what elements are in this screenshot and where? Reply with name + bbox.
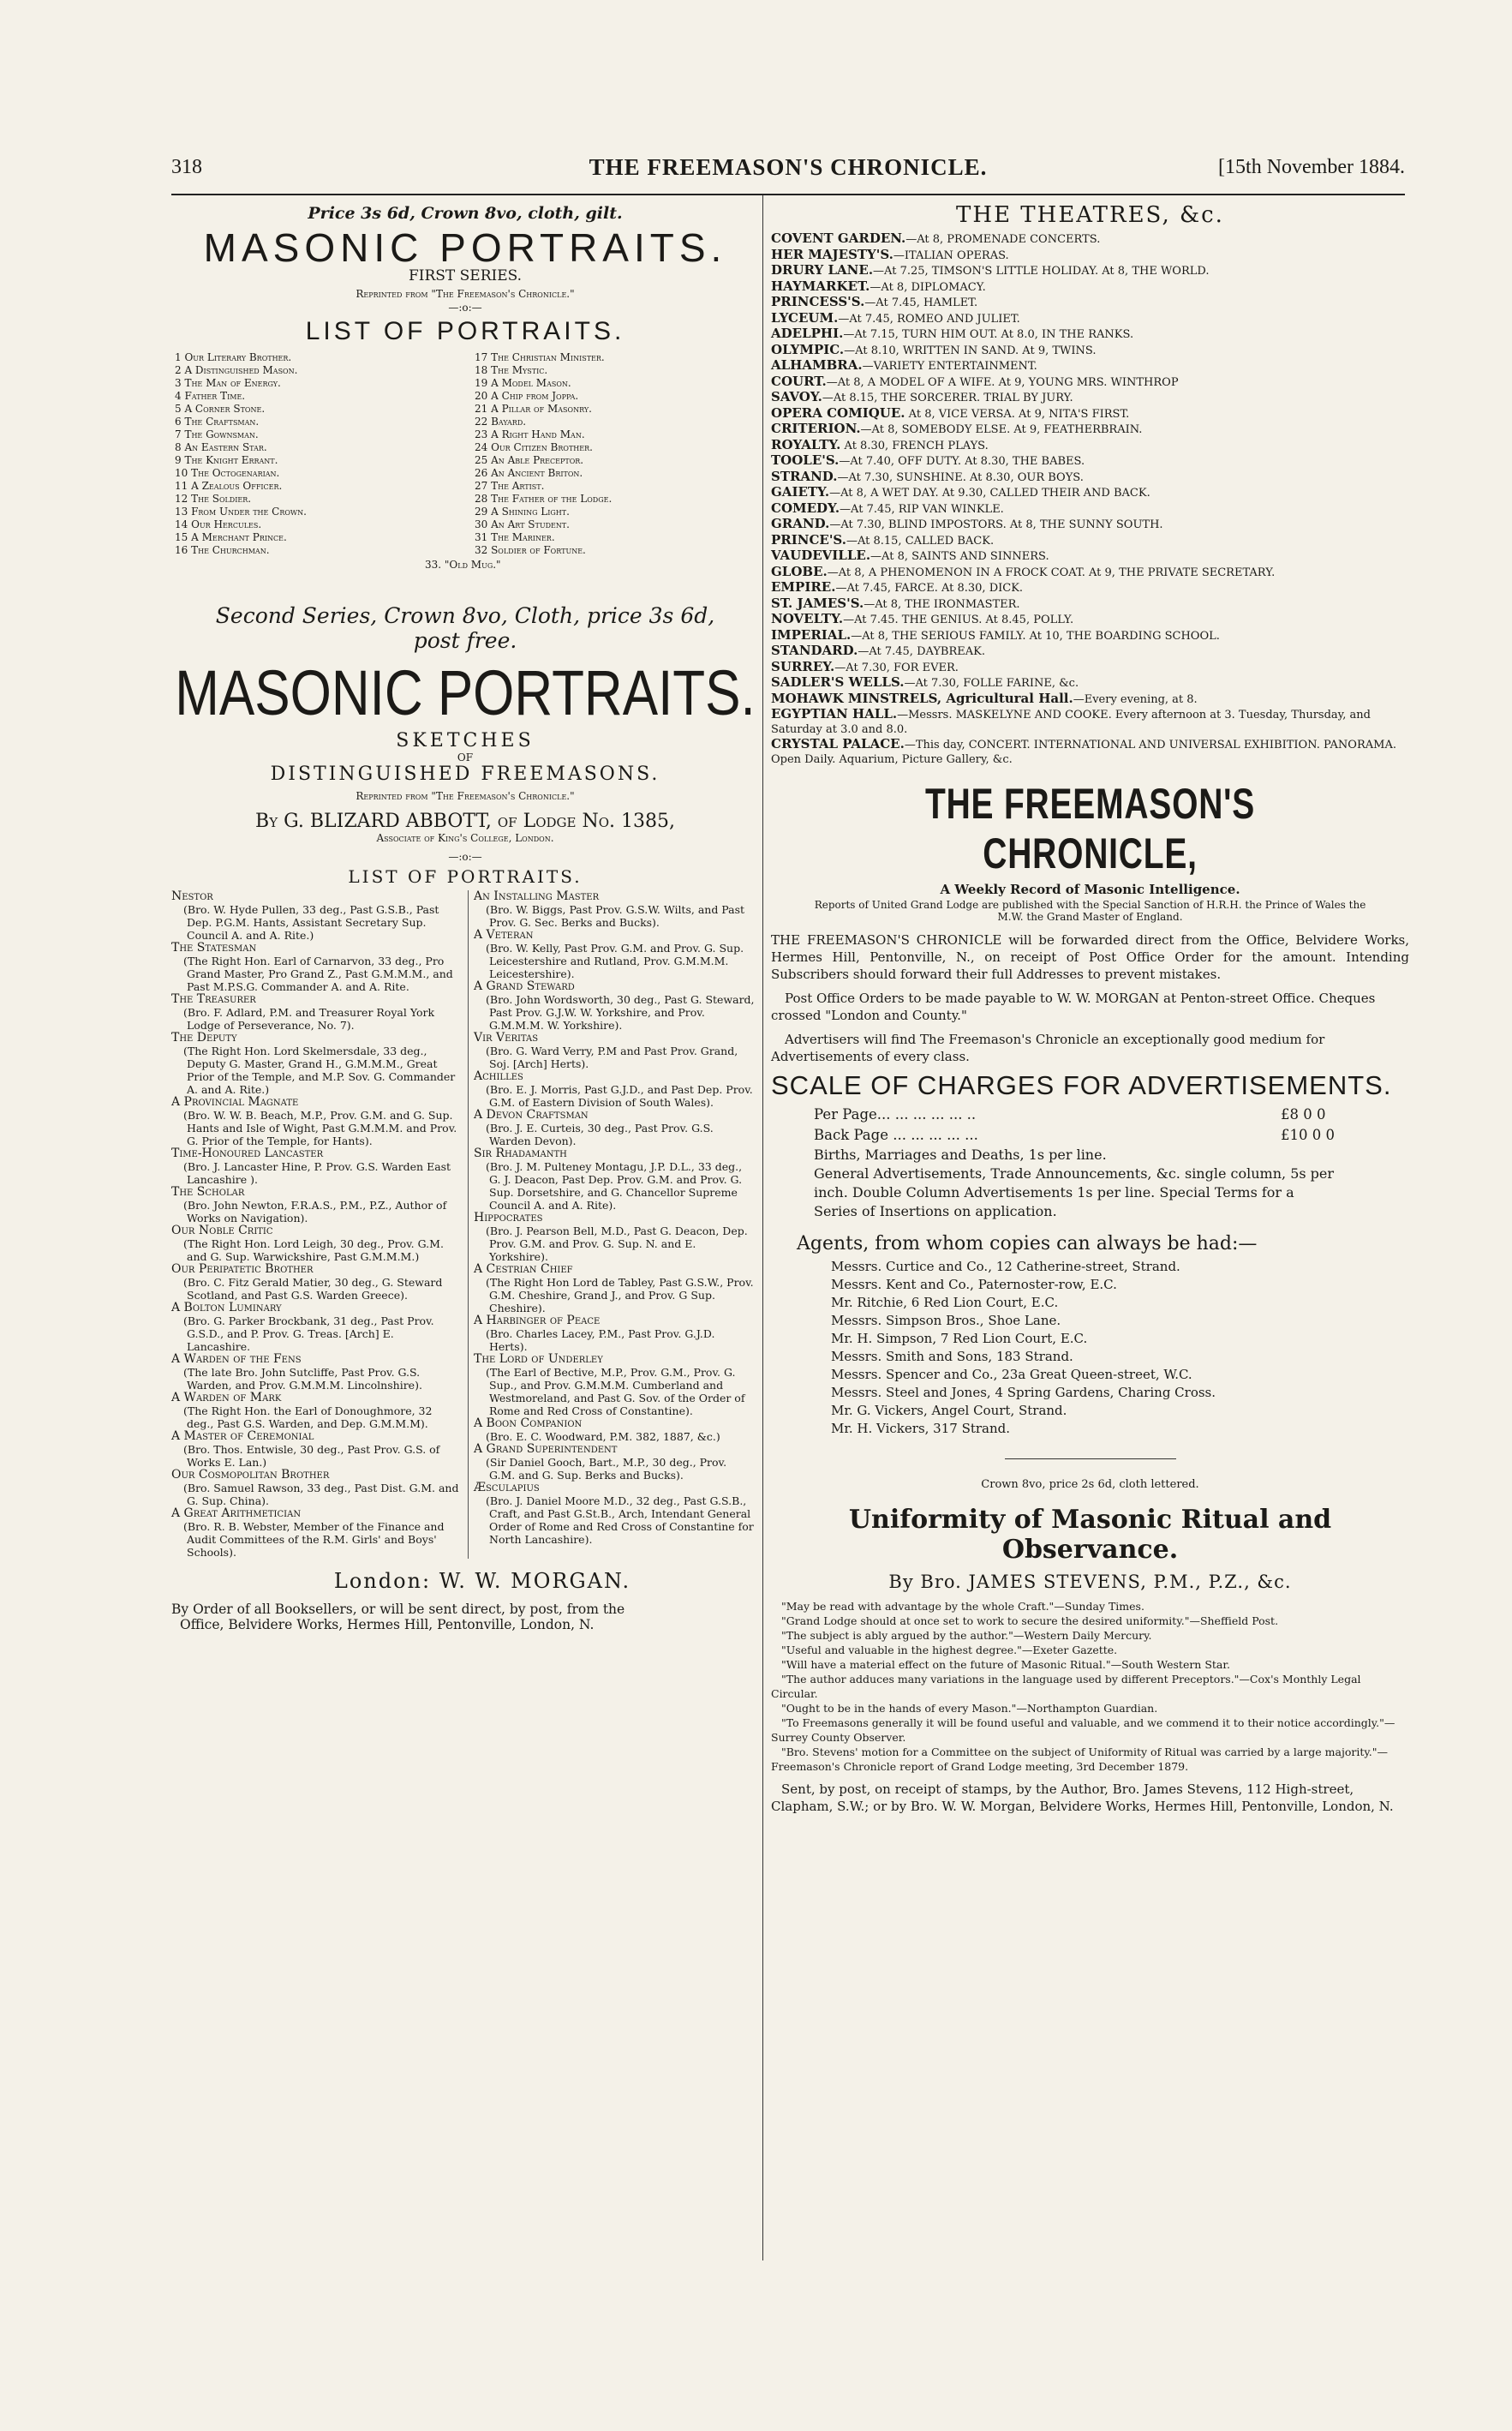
portrait-entry-title: A Great Arithmetician bbox=[171, 1506, 302, 1520]
per-page-row bbox=[771, 1105, 1409, 1125]
theatre-entry bbox=[771, 501, 1409, 518]
review-quote: "The subject is ably argued by the author."—Western Daily Mercury. bbox=[781, 1629, 1152, 1642]
page-number: 318 bbox=[171, 156, 202, 178]
forwarding-paragraph: THE FREEMASON'S CHRONICLE will be forwarded direct from the Office, Belvidere Works, Hermes Hill, Pentonville, N., on receipt of Post Office Order for the amount. Intending Subscribers should forward their full Addresses to prevent mistakes. bbox=[771, 932, 1409, 982]
list-item: 24 Our Citizen Brother. bbox=[475, 441, 593, 453]
portrait-entry bbox=[474, 1032, 756, 1070]
header-rule bbox=[171, 194, 1405, 195]
theatre-program: —At 8.15, CALLED BACK. bbox=[846, 534, 995, 548]
list-item: 30 An Art Student. bbox=[475, 518, 570, 530]
theatre-entry bbox=[771, 470, 1409, 486]
portrait-entry-title: Our Cosmopolitan Brother bbox=[171, 1468, 330, 1482]
portrait-entry bbox=[171, 1224, 459, 1263]
sent-by-post-line: Sent, by post, on receipt of stamps, by the Author, Bro. James Stevens, 112 High-street, Clapham, S.W.; or by Bro. W. W. Morgan, Belvidere Works, Hermes Hill, Pentonville, London, N. bbox=[771, 1781, 1394, 1814]
portrait-entry bbox=[474, 1417, 756, 1443]
portrait-entry-title: Vir Veritas bbox=[474, 1031, 539, 1045]
portrait-entry bbox=[474, 929, 756, 980]
theatre-name: MOHAWK MINSTRELS, Agricultural Hall. bbox=[771, 690, 1073, 706]
theatre-name: EGYPTIAN HALL. bbox=[771, 706, 898, 722]
second-list-title: LIST OF PORTRAITS. bbox=[348, 866, 583, 887]
portrait-entry-desc: (Bro. C. Fitz Gerald Matier, 30 deg., G. Steward Scotland, and Past G.S. Warden Greece). bbox=[183, 1276, 443, 1302]
portrait-entry-title: The Treasurer bbox=[171, 992, 256, 1006]
theatre-program: —At 8, DIPLOMACY. bbox=[870, 280, 986, 294]
theatre-program: —At 8.10, WRITTEN IN SAND. At 9, TWINS. bbox=[844, 344, 1097, 357]
theatre-program: —At 7.30, FOR EVER. bbox=[834, 661, 959, 674]
theatre-entry bbox=[771, 453, 1409, 470]
portrait-entry bbox=[474, 890, 756, 929]
theatre-entry bbox=[771, 279, 1409, 296]
list-item: 25 An Able Preceptor. bbox=[475, 454, 584, 466]
portrait-list-left bbox=[175, 351, 459, 557]
portrait-entry-desc: (Bro. E. J. Morris, Past G.J.D., and Past Dep. Prov. G.M. of Eastern Division of South Wales). bbox=[486, 1083, 753, 1109]
agents-list bbox=[771, 1258, 1409, 1438]
list-item: 5 A Corner Stone. bbox=[175, 403, 266, 415]
advertisers-paragraph: Advertisers will find The Freemason's Chronicle an exceptionally good medium for Advertisements of every class. bbox=[771, 1032, 1325, 1064]
order-line-2: Office, Belvidere Works, Hermes Hill, Pentonville, London, N. bbox=[180, 1617, 595, 1632]
portrait-entry-title: Nestor bbox=[171, 889, 213, 903]
entries-right bbox=[468, 890, 759, 1559]
portrait-entry bbox=[474, 980, 756, 1032]
separator-2: —:o:— bbox=[448, 851, 482, 863]
first-series-label: FIRST SERIES. bbox=[408, 267, 523, 284]
agent-item: Messrs. Curtice and Co., 12 Catherine-street, Strand. bbox=[831, 1259, 1180, 1274]
theatre-entry bbox=[771, 374, 1409, 391]
theatre-program: —At 7.30, FOLLE FARINE, &c. bbox=[904, 677, 1079, 690]
portrait-entry-title: The Deputy bbox=[171, 1031, 237, 1045]
review-quotes bbox=[771, 1599, 1409, 1774]
theatre-name: COURT. bbox=[771, 373, 827, 389]
by-stevens-line: By Bro. JAMES STEVENS, P.M., P.Z., &c. bbox=[888, 1572, 1292, 1592]
theatre-name: TOOLE'S. bbox=[771, 452, 840, 468]
theatre-entry bbox=[771, 263, 1409, 279]
right-column bbox=[771, 199, 1409, 1815]
portrait-entry-desc: (Bro. W. Hyde Pullen, 33 deg., Past G.S.B., Past Dep. P.G.M. Hants, Assistant Secretary Sup. Council A. and A. Rite.) bbox=[183, 903, 439, 942]
back-page-label: Back Page ... ... ... ... ... bbox=[814, 1127, 978, 1143]
theatre-program: —At 7.25, TIMSON'S LITTLE HOLIDAY. At 8, THE WORLD. bbox=[873, 265, 1210, 278]
back-page-amount: £10 0 0 bbox=[1281, 1127, 1335, 1143]
theatre-program: —At 7.30, SUNSHINE. At 8.30, OUR BOYS. bbox=[837, 470, 1084, 484]
portrait-entry-title: Sir Rhadamanth bbox=[474, 1147, 567, 1160]
theatre-entry bbox=[771, 533, 1409, 549]
theatre-entry bbox=[771, 517, 1409, 533]
portrait-entry-title: A Devon Craftsman bbox=[474, 1108, 589, 1122]
column-divider bbox=[762, 195, 763, 2260]
portrait-entry-title: A Cestrian Chief bbox=[474, 1262, 573, 1276]
theatre-program: —At 7.15, TURN HIM OUT. At 8.0, IN THE RANKS. bbox=[843, 328, 1134, 341]
theatre-entry bbox=[771, 248, 1409, 264]
portrait-entry-title: The Lord of Underley bbox=[474, 1352, 603, 1366]
review-quote: "Ought to be in the hands of every Mason."—Northampton Guardian. bbox=[781, 1702, 1158, 1715]
theatre-entry bbox=[771, 438, 1409, 454]
portrait-entry-desc: (Bro. W. Kelly, Past Prov. G.M. and Prov. G. Sup. Leicestershire and Rutland, Prov. G.M.M.M. Leicestershire). bbox=[486, 942, 744, 980]
first-reprint-note: Reprinted from "The Freemason's Chronicle." bbox=[356, 288, 575, 300]
list-item: 9 The Knight Errant. bbox=[175, 454, 278, 466]
list-item: 16 The Churchman. bbox=[175, 544, 270, 556]
theatre-entry bbox=[771, 485, 1409, 501]
author-line: By G. BLIZARD ABBOTT, of Lodge No. 1385, bbox=[255, 811, 675, 832]
per-page-amount: £8 0 0 bbox=[1281, 1106, 1326, 1123]
portrait-entry-desc: (Bro. W. W. B. Beach, M.P., Prov. G.M. and G. Sup. Hants and Isle of Wight, Past G.M.M.M. and Prov. G. Prior of the Temple, for Hants). bbox=[183, 1109, 457, 1147]
review-quote: "Grand Lodge should at once set to work to secure the desired uniformity."—Sheffield Post. bbox=[781, 1614, 1279, 1627]
agent-item: Mr. G. Vickers, Angel Court, Strand. bbox=[831, 1403, 1067, 1418]
theatre-name: LYCEUM. bbox=[771, 309, 839, 326]
portrait-entry bbox=[474, 1353, 756, 1417]
theatre-entry bbox=[771, 390, 1409, 406]
theatre-name: ALHAMBRA. bbox=[771, 357, 863, 373]
theatre-entry bbox=[771, 311, 1409, 327]
theatre-name: ST. JAMES'S. bbox=[771, 595, 864, 611]
back-page-row bbox=[771, 1125, 1409, 1146]
portrait-entry-desc: (Bro. R. B. Webster, Member of the Finance and Audit Committees of the R.M. Girls' and Boys' Schools). bbox=[183, 1520, 445, 1559]
theatre-entry bbox=[771, 565, 1409, 581]
portrait-entry-desc: (Bro. J. Lancaster Hine, P. Prov. G.S. Warden East Lancashire ). bbox=[183, 1160, 451, 1186]
portrait-entry-desc: (Bro. E. C. Woodward, P.M. 382, 1887, &c.) bbox=[486, 1430, 720, 1443]
review-quote: "Will have a material effect on the future of Masonic Ritual."—South Western Star. bbox=[781, 1658, 1230, 1671]
london-publisher: London: W. W. MORGAN. bbox=[333, 1569, 631, 1593]
portrait-entry bbox=[474, 1109, 756, 1147]
portrait-entry bbox=[171, 1302, 459, 1353]
of-line: OF bbox=[457, 751, 474, 763]
theatre-name: COVENT GARDEN. bbox=[771, 231, 906, 246]
theatre-entry bbox=[771, 675, 1409, 692]
review-quote: "May be read with advantage by the whole Craft."—Sunday Times. bbox=[781, 1600, 1144, 1613]
portrait-entry-desc: (Bro. Thos. Entwisle, 30 deg., Past Prov. G.S. of Works E. Lan.) bbox=[183, 1443, 440, 1469]
theatre-name: HAYMARKET. bbox=[771, 278, 870, 294]
theatre-name: CRITERION. bbox=[771, 421, 861, 436]
agent-item: Messrs. Simpson Bros., Shoe Lane. bbox=[831, 1313, 1061, 1328]
portrait-entry-desc: (Bro. Samuel Rawson, 33 deg., Past Dist. G.M. and G. Sup. China). bbox=[183, 1482, 459, 1507]
portrait-entry-desc: (Bro. J. M. Pulteney Montagu, J.P. D.L., 33 deg., G. J. Deacon, Past Dep. Prov. G.M. and Prov. G. Sup. Dorsetshire, and G. Chancellor Supreme Council A. and A. Rite). bbox=[486, 1160, 743, 1212]
portrait-entry-desc: (Bro. J. E. Curteis, 30 deg., Past Prov. G.S. Warden Devon). bbox=[486, 1122, 714, 1147]
agent-item: Messrs. Smith and Sons, 183 Strand. bbox=[831, 1349, 1073, 1364]
portrait-entry-title: Our Noble Critic bbox=[171, 1224, 273, 1237]
list-item: 14 Our Hercules. bbox=[175, 518, 262, 530]
portrait-entry bbox=[171, 1147, 459, 1186]
list-item: 21 A Pillar of Masonry. bbox=[475, 403, 592, 415]
theatre-program: —At 8, THE IRONMASTER. bbox=[864, 597, 1020, 611]
entries-left bbox=[171, 890, 463, 1559]
theatre-name: SADLER'S WELLS. bbox=[771, 674, 905, 690]
agent-item: Mr. Ritchie, 6 Red Lion Court, E.C. bbox=[831, 1295, 1059, 1310]
list-item: 11 A Zealous Officer. bbox=[175, 480, 283, 492]
portrait-entry-desc: (Bro. Charles Lacey, P.M., Past Prov. G.J.D. Herts). bbox=[486, 1327, 715, 1353]
portrait-entry bbox=[171, 1186, 459, 1224]
section-rule bbox=[1005, 1458, 1176, 1459]
general-ads-line: General Advertisements, Trade Announcements, &c. single column, 5s per inch. Double Column Advertisements 1s per line. Special Terms for a Series of Insertions on application. bbox=[814, 1165, 1335, 1219]
theatre-name: IMPERIAL. bbox=[771, 626, 852, 643]
list-item: 28 The Father of the Lodge. bbox=[475, 493, 613, 505]
theatre-entry bbox=[771, 660, 1409, 676]
list-item: 18 The Mystic. bbox=[475, 364, 548, 376]
portrait-entry-title: A Master of Ceremonial bbox=[171, 1429, 314, 1443]
theatre-name: NOVELTY. bbox=[771, 611, 844, 626]
portrait-entry bbox=[474, 1482, 756, 1546]
portrait-entry-desc: (Bro. John Wordsworth, 30 deg., Past G. Steward, Past Prov. G.J.W. W. Yorkshire, and Prov. G.M.M.M. W. Yorkshire). bbox=[486, 993, 755, 1032]
portrait-entry-title: A Warden of Mark bbox=[171, 1391, 282, 1404]
theatre-entry bbox=[771, 358, 1409, 374]
portrait-entry-title: A Grand Superintendent bbox=[474, 1442, 618, 1456]
theatre-program: At 8.30, FRENCH PLAYS. bbox=[840, 439, 989, 452]
theatre-program: —At 8, SAINTS AND SINNERS. bbox=[870, 550, 1049, 563]
list-item: 6 The Craftsman. bbox=[175, 416, 260, 428]
last-portrait-item: 33. "Old Mug." bbox=[425, 559, 501, 571]
issue-date: [15th November 1884. bbox=[1218, 156, 1405, 178]
theatre-name: OLYMPIC. bbox=[771, 341, 845, 357]
theatres-title: THE THEATRES, &c. bbox=[956, 202, 1224, 228]
theatre-program: —Every evening, at 8. bbox=[1073, 692, 1198, 706]
list-item: 17 The Christian Minister. bbox=[475, 351, 605, 363]
theatre-name: VAUDEVILLE. bbox=[771, 548, 871, 563]
portrait-entry-title: Hippocrates bbox=[474, 1211, 543, 1224]
portrait-entry-title: Æsculapius bbox=[474, 1481, 540, 1494]
list-item: 4 Father Time. bbox=[175, 390, 246, 402]
portrait-entry-desc: (The Right Hon. Earl of Carnarvon, 33 deg., Pro Grand Master, Pro Grand Z., Past G.M.M.M., and Past M.P.S.G. Commander A. and A. Rite. bbox=[183, 955, 453, 993]
theatre-name: PRINCE'S. bbox=[771, 531, 846, 548]
theatre-program: —At 8.15, THE SORCERER. TRIAL BY JURY. bbox=[822, 392, 1073, 404]
portrait-entry bbox=[171, 1430, 459, 1469]
theatre-name: PRINCESS'S. bbox=[771, 294, 865, 309]
theatre-program: —At 7.40, OFF DUTY. At 8.30, THE BABES. bbox=[839, 455, 1085, 468]
second-series-line: Second Series, Crown 8vo, Cloth, price 3s 6d, bbox=[215, 603, 715, 628]
portrait-entry bbox=[171, 1392, 459, 1430]
theatre-name: ADELPHI. bbox=[771, 326, 844, 341]
list-item: 27 The Artist. bbox=[475, 480, 545, 492]
theatre-entry bbox=[771, 737, 1409, 767]
births-line: Births, Marriages and Deaths, 1s per line. bbox=[814, 1147, 1107, 1163]
portrait-entry-title: An Installing Master bbox=[474, 889, 600, 903]
theatre-entry bbox=[771, 692, 1409, 708]
theatre-program: —At 8, A PHENOMENON IN A FROCK COAT. At 9, THE PRIVATE SECRETARY. bbox=[827, 566, 1276, 579]
agent-item: Mr. H. Vickers, 317 Strand. bbox=[831, 1421, 1011, 1436]
review-quote: "Useful and valuable in the highest degree."—Exeter Gazette. bbox=[781, 1644, 1118, 1656]
portrait-entry-title: Time-Honoured Lancaster bbox=[171, 1147, 324, 1160]
agent-item: Messrs. Kent and Co., Paternoster-row, E.C. bbox=[831, 1277, 1117, 1292]
page-header bbox=[171, 156, 1405, 190]
portrait-entry bbox=[171, 1263, 459, 1302]
theatre-program: —At 7.45, FARCE. At 8.30, DICK. bbox=[835, 582, 1024, 595]
list-item: 19 A Model Mason. bbox=[475, 377, 571, 389]
theatre-program: —At 7.45, ROMEO AND JULIET. bbox=[838, 312, 1020, 326]
list-item: 13 From Under the Crown. bbox=[175, 506, 307, 518]
portrait-entry bbox=[474, 1314, 756, 1353]
theatre-program: —At 7.45. THE GENIUS. At 8.45, POLLY. bbox=[843, 614, 1074, 626]
theatre-name: ROYALTY. bbox=[771, 436, 841, 452]
theatre-entry bbox=[771, 596, 1409, 613]
theatre-entry bbox=[771, 580, 1409, 596]
theatre-program: —At 7.45, RIP VAN WINKLE. bbox=[840, 502, 1004, 516]
portrait-entry bbox=[474, 1070, 756, 1109]
list-item: 1 Our Literary Brother. bbox=[175, 351, 292, 363]
theatre-name: GLOBE. bbox=[771, 563, 828, 579]
theatre-name: OPERA COMIQUE. bbox=[771, 404, 905, 421]
portrait-entry-title: A Harbinger of Peace bbox=[474, 1314, 601, 1327]
portrait-entry bbox=[171, 1032, 459, 1096]
sanction-note: Reports of United Grand Lodge are published with the Special Sanction of H.R.H. the Prince of Wales the M.W. the Grand Master of England. bbox=[814, 899, 1366, 923]
first-portrait-list bbox=[171, 351, 759, 557]
portrait-entry bbox=[474, 1263, 756, 1314]
uniformity-title: Uniformity of Masonic Ritual and Observance. bbox=[848, 1505, 1332, 1565]
portrait-entry bbox=[171, 890, 459, 942]
portrait-entry bbox=[171, 1507, 459, 1559]
agent-item: Mr. H. Simpson, 7 Red Lion Court, E.C. bbox=[831, 1331, 1088, 1346]
list-item: 15 A Merchant Prince. bbox=[175, 531, 287, 543]
post-office-paragraph: Post Office Orders to be made payable to W. W. MORGAN at Penton-street Office. Cheques crossed "London and County." bbox=[771, 991, 1376, 1023]
masthead: THE FREEMASON'S CHRONICLE, bbox=[924, 780, 1256, 877]
theatre-name: GAIETY. bbox=[771, 484, 830, 500]
portrait-entry-title: The Statesman bbox=[171, 941, 257, 955]
theatre-program: —Messrs. MASKELYNE AND COOKE. Every afternoon at 3. Tuesday, Thursday, and Saturday at 3.0 and 8.0. bbox=[771, 709, 1371, 736]
theatre-entry bbox=[771, 295, 1409, 311]
portrait-entry-desc: (Bro. John Newton, F.R.A.S., P.M., P.Z., Author of Works on Navigation). bbox=[183, 1199, 447, 1224]
price-line: Price 3s 6d, Crown 8vo, cloth, gilt. bbox=[308, 204, 623, 223]
second-portrait-list bbox=[171, 890, 759, 1559]
theatre-entry bbox=[771, 644, 1409, 660]
portrait-entry bbox=[474, 1147, 756, 1212]
review-quote: "To Freemasons generally it will be found useful and valuable, and we commend it to their notice accordingly."—Surrey County Observer. bbox=[771, 1716, 1395, 1744]
review-quote: "Bro. Stevens' motion for a Committee on the subject of Uniformity of Ritual was carried by a large majority."—Freemason's Chronicle report of Grand Lodge meeting, 3rd December 1879. bbox=[771, 1745, 1388, 1773]
portrait-entry-title: A Boon Companion bbox=[474, 1416, 583, 1430]
theatre-name: GRAND. bbox=[771, 516, 830, 531]
page-title: THE FREEMASON'S CHRONICLE. bbox=[589, 154, 988, 180]
agents-title: Agents, from whom copies can always be had:— bbox=[797, 1233, 1258, 1254]
portrait-entry bbox=[474, 1443, 756, 1482]
agent-item: Messrs. Spencer and Co., 23a Great Queen-street, W.C. bbox=[831, 1367, 1192, 1382]
portrait-entry-title: Achilles bbox=[474, 1069, 523, 1083]
theatre-name: SURREY. bbox=[771, 658, 835, 674]
portrait-entry-title: The Scholar bbox=[171, 1185, 245, 1199]
portrait-entry bbox=[171, 1353, 459, 1392]
list-item: 7 The Gownsman. bbox=[175, 428, 259, 440]
theatre-name: STANDARD. bbox=[771, 643, 858, 658]
portrait-entry-desc: (Bro. F. Adlard, P.M. and Treasurer Royal York Lodge of Perseverance, No. 7). bbox=[183, 1006, 435, 1032]
portrait-entry-desc: (Bro. J. Pearson Bell, M.D., Past G. Deacon, Dep. Prov. G.M. and Prov. G. Sup. N. and E. Yorkshire). bbox=[486, 1224, 748, 1263]
weekly-record: A Weekly Record of Masonic Intelligence. bbox=[940, 882, 1240, 897]
portrait-entry bbox=[171, 942, 459, 993]
list-item: 3 The Man of Energy. bbox=[175, 377, 281, 389]
theatre-program: —At 8, A WET DAY. At 9.30, CALLED THEIR AND BACK. bbox=[829, 487, 1150, 500]
theatre-program: —At 8, SOMEBODY ELSE. At 9, FEATHERBRAIN. bbox=[860, 423, 1143, 436]
second-series-title: MASONIC PORTRAITS. bbox=[175, 658, 756, 729]
portrait-entry bbox=[171, 1469, 459, 1507]
list-item: 22 Bayard. bbox=[475, 416, 527, 428]
list-item: 31 The Mariner. bbox=[475, 531, 555, 543]
portrait-list-right bbox=[475, 351, 759, 557]
first-series-title: MASONIC PORTRAITS. bbox=[203, 225, 727, 270]
theatre-entry bbox=[771, 326, 1409, 343]
review-quote: "The author adduces many variations in the language used by different Preceptors."—Cox's Monthly Legal Circular. bbox=[771, 1673, 1361, 1700]
portrait-entry-desc: (The Right Hon. Lord Skelmersdale, 33 deg., Deputy G. Master, Grand H., G.M.M.M., Great Prior of the Temple, and M.P. Sov. G. Commander A. and A. Rite.) bbox=[183, 1045, 456, 1096]
list-item: 32 Soldier of Fortune. bbox=[475, 544, 586, 556]
theatre-entry bbox=[771, 548, 1409, 565]
separator: —:o:— bbox=[448, 302, 482, 314]
theatre-program: —At 7.45, DAYBREAK. bbox=[858, 645, 985, 658]
theatre-entry bbox=[771, 628, 1409, 644]
list-item: 12 The Soldier. bbox=[175, 493, 252, 505]
portrait-entry bbox=[171, 993, 459, 1032]
theatre-entry bbox=[771, 231, 1409, 248]
portrait-entry-desc: (The Right Hon. the Earl of Donoughmore, 32 deg., Past G.S. Warden, and Dep. G.M.M.M). bbox=[183, 1404, 433, 1430]
theatre-program: —At 7.45, HAMLET. bbox=[864, 296, 978, 309]
associate-line: Associate of King's College, London. bbox=[376, 832, 554, 844]
portrait-entry-desc: (The Right Hon. Lord Leigh, 30 deg., Prov. G.M. and G. Sup. Warwickshire, Past G.M.M.M.) bbox=[183, 1237, 444, 1263]
theatre-name: DRURY LANE. bbox=[771, 262, 874, 278]
theatre-listings bbox=[771, 231, 1409, 767]
scale-of-charges-title: SCALE OF CHARGES FOR ADVERTISEMENTS. bbox=[771, 1070, 1392, 1100]
per-page-label: Per Page... ... ... ... ... .. bbox=[814, 1106, 977, 1123]
portrait-entry-title: A Grand Steward bbox=[474, 979, 575, 993]
theatre-program: —At 8, A MODEL OF A WIFE. At 9, YOUNG MRS. WINTHROP bbox=[826, 375, 1179, 389]
portrait-entry bbox=[474, 1212, 756, 1263]
crown-line: Crown 8vo, price 2s 6d, cloth lettered. bbox=[981, 1478, 1199, 1491]
theatre-program: —VARIETY ENTERTAINMENT. bbox=[862, 360, 1037, 373]
list-item: 20 A Chip from Joppa. bbox=[475, 390, 579, 402]
list-item: 10 The Octogenarian. bbox=[175, 467, 280, 479]
theatre-name: SAVOY. bbox=[771, 389, 822, 404]
portrait-entry-title: A Bolton Luminary bbox=[171, 1301, 282, 1314]
portrait-entry-title: Our Peripatetic Brother bbox=[171, 1262, 314, 1276]
second-post-free: post free. bbox=[413, 628, 517, 653]
theatre-entry bbox=[771, 612, 1409, 628]
list-item: 29 A Shining Light. bbox=[475, 506, 570, 518]
theatre-program: —At 8, PROMENADE CONCERTS. bbox=[905, 233, 1101, 246]
theatre-program: —At 8, THE SERIOUS FAMILY. At 10, THE BOARDING SCHOOL. bbox=[851, 629, 1220, 643]
portrait-entry-title: A Warden of the Fens bbox=[171, 1352, 302, 1366]
theatre-entry bbox=[771, 343, 1409, 359]
list-item: 26 An Ancient Briton. bbox=[475, 467, 583, 479]
portrait-entry-desc: (The Right Hon Lord de Tabley, Past G.S.W., Prov. G.M. Cheshire, Grand J., and Prov. G Sup. Cheshire). bbox=[486, 1276, 754, 1314]
theatre-program: —ITALIAN OPERAS. bbox=[893, 248, 1009, 262]
agent-item: Messrs. Steel and Jones, 4 Spring Gardens, Charing Cross. bbox=[831, 1385, 1216, 1400]
sketches-line: SKETCHES bbox=[396, 730, 535, 751]
portrait-entry-title: A Veteran bbox=[474, 928, 534, 942]
first-list-title: LIST OF PORTRAITS. bbox=[305, 317, 625, 345]
order-line-1: By Order of all Booksellers, or will be sent direct, by post, from the bbox=[171, 1602, 625, 1617]
portrait-entry-title: A Provincial Magnate bbox=[171, 1095, 299, 1109]
theatre-name: HER MAJESTY'S. bbox=[771, 246, 893, 262]
theatre-name: EMPIRE. bbox=[771, 579, 836, 595]
portrait-entry-desc: (Sir Daniel Gooch, Bart., M.P., 30 deg., Prov. G.M. and G. Sup. Berks and Bucks). bbox=[486, 1456, 727, 1482]
theatre-program: —At 7.30, BLIND IMPOSTORS. At 8, THE SUNNY SOUTH. bbox=[829, 518, 1163, 531]
portrait-entry-desc: (The Earl of Bective, M.P., Prov. G.M., Prov. G. Sup., and Prov. G.M.M.M. Cumberland and Westmoreland, and Past G. Sov. of the Order of Rome and Red Cross of Constantine). bbox=[486, 1366, 745, 1417]
theatre-entry bbox=[771, 422, 1409, 438]
list-item: 2 A Distinguished Mason. bbox=[175, 364, 298, 376]
list-item: 23 A Right Hand Man. bbox=[475, 428, 585, 440]
theatre-entry bbox=[771, 406, 1409, 422]
portrait-entry-desc: (Bro. J. Daniel Moore M.D., 32 deg., Past G.S.B., Craft, and Past G.St.B., Arch, Intendant General Order of Rome and Red Cross of Constantine for North Lancashire). bbox=[486, 1494, 754, 1546]
distinguished-line: DISTINGUISHED FREEMASONS. bbox=[270, 763, 660, 785]
portrait-entry-desc: (Bro. G. Ward Verry, P.M and Past Prov. Grand, Soj. [Arch] Herts). bbox=[486, 1045, 738, 1070]
list-item: 8 An Eastern Star. bbox=[175, 441, 267, 453]
left-column bbox=[171, 199, 759, 1632]
theatre-name: COMEDY. bbox=[771, 500, 840, 516]
theatre-program: At 8, VICE VERSA. At 9, NITA'S FIRST. bbox=[905, 407, 1130, 421]
theatre-name: CRYSTAL PALACE. bbox=[771, 736, 905, 751]
portrait-entry-desc: (The late Bro. John Sutcliffe, Past Prov. G.S. Warden, and Prov. G.M.M.M. Lincolnshire). bbox=[183, 1366, 422, 1392]
second-reprint-note: Reprinted from "The Freemason's Chronicle." bbox=[356, 790, 575, 802]
theatre-name: STRAND. bbox=[771, 468, 838, 484]
portrait-entry bbox=[171, 1096, 459, 1147]
portrait-entry-desc: (Bro. G. Parker Brockbank, 31 deg., Past Prov. G.S.D., and P. Prov. G. Treas. [Arch] E. Lancashire. bbox=[183, 1314, 434, 1353]
theatre-entry bbox=[771, 707, 1409, 737]
portrait-entry-desc: (Bro. W. Biggs, Past Prov. G.S.W. Wilts, and Past Prov. G. Sec. Berks and Bucks). bbox=[486, 903, 745, 929]
theatre-program: —This day, CONCERT. INTERNATIONAL AND UNIVERSAL EXHIBITION. PANORAMA. Open Daily. Aquarium, Picture Gallery, &c. bbox=[771, 739, 1396, 766]
